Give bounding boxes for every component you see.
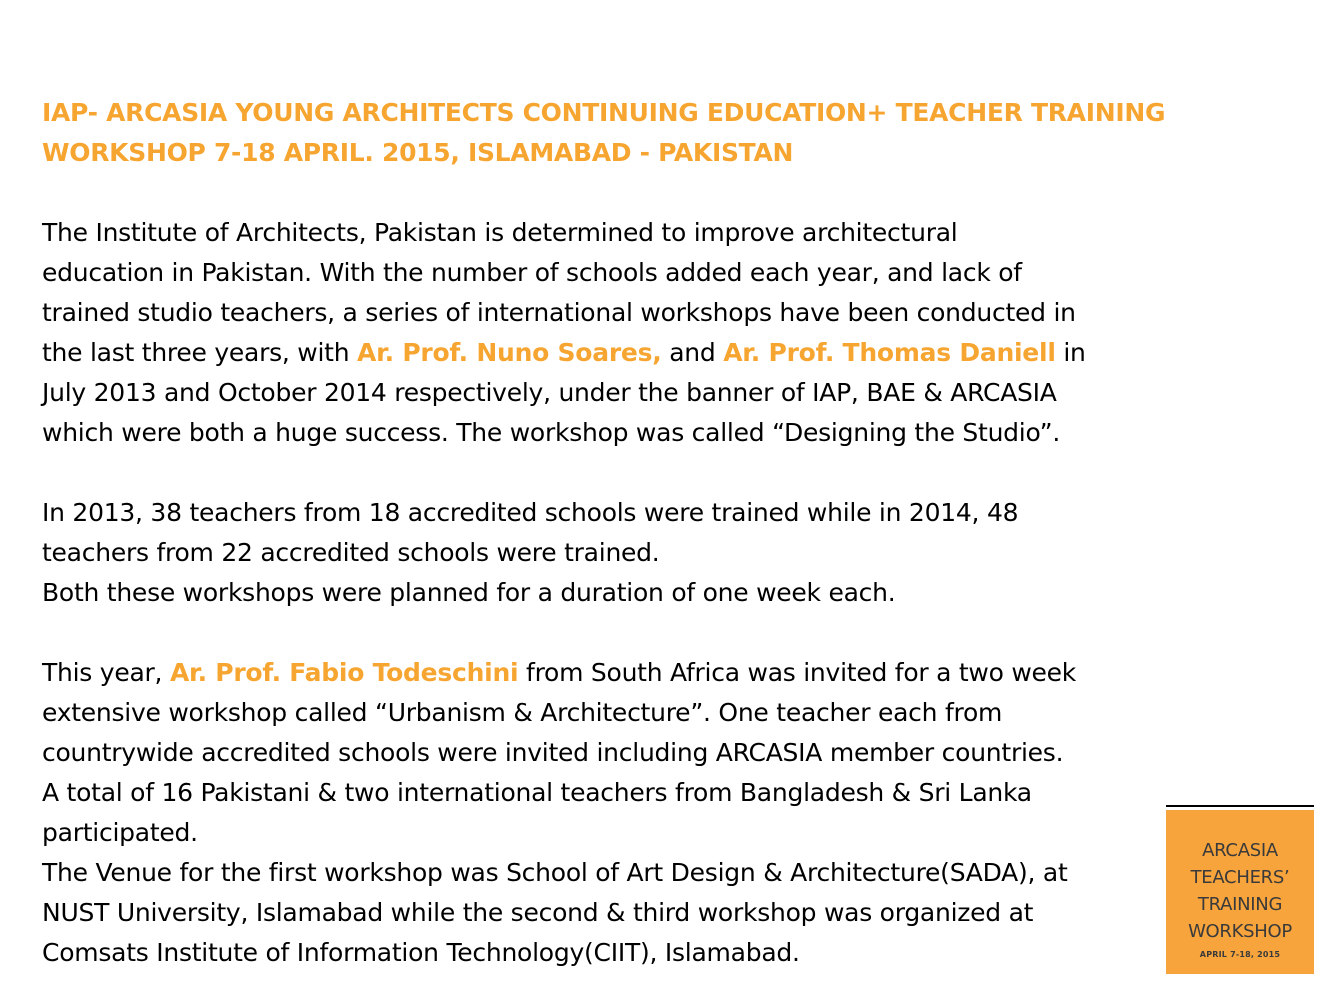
paragraph-2-line: teachers from 22 accredited schools were trained. [42, 538, 660, 567]
paragraph-1-line: The Institute of Architects, Pakistan is determined to improve architectural [42, 218, 958, 247]
paragraph-2-line: In 2013, 38 teachers from 18 accredited schools were trained while in 2014, 48 [42, 498, 1019, 527]
text-segment: the last three years, with [42, 338, 358, 367]
paragraph-3-line: Comsats Institute of Information Technology(CIIT), Islamabad. [42, 938, 800, 967]
paragraph-3-line: The Venue for the first workshop was School of Art Design & Architecture(SADA), at [42, 858, 1068, 887]
paragraph-3-line [42, 653, 1182, 693]
paragraph-1-line: July 2013 and October 2014 respectively, under the banner of IAP, BAE & ARCASIA [42, 378, 1057, 407]
body-text [42, 213, 1182, 973]
badge-line-workshop: WORKSHOP [1188, 921, 1292, 942]
paragraph-3-line: NUST University, Islamabad while the second & third workshop was organized at [42, 898, 1034, 927]
paragraph-3-line: extensive workshop called “Urbanism & Architecture”. One teacher each from [42, 698, 1003, 727]
workshop-badge [1166, 810, 1314, 974]
paragraph-3-line: countrywide accredited schools were invited including ARCASIA member countries. [42, 738, 1064, 767]
badge-line-teachers: TEACHERS’ [1190, 867, 1290, 888]
paragraph-1-line: trained studio teachers, a series of international workshops have been conducted in [42, 298, 1076, 327]
badge-line-training: TRAINING [1197, 894, 1283, 915]
highlighted-name-thomas-daniell: Ar. Prof. Thomas Daniell [723, 338, 1056, 367]
title-line-2: WORKSHOP 7-18 APRIL. 2015, ISLAMABAD - PAKISTAN [42, 138, 794, 167]
paragraph-2-line: Both these workshops were planned for a duration of one week each. [42, 578, 896, 607]
text-segment: and [661, 338, 724, 367]
badge-date: APRIL 7-18, 2015 [1199, 950, 1281, 959]
text-segment: from South Africa was invited for a two week [518, 658, 1077, 687]
paragraph-spacer [42, 613, 1182, 653]
highlighted-name-nuno-soares: Ar. Prof. Nuno Soares, [357, 338, 662, 367]
paragraph-3-line: A total of 16 Pakistani & two international teachers from Bangladesh & Sri Lanka [42, 778, 1032, 807]
page-title [42, 93, 1182, 173]
badge-divider [1166, 805, 1314, 807]
title-line-1: IAP- ARCASIA YOUNG ARCHITECTS CONTINUING EDUCATION+ TEACHER TRAINING [42, 98, 1166, 127]
paragraph-1-line: which were both a huge success. The workshop was called “Designing the Studio”. [42, 418, 1061, 447]
text-segment: This year, [42, 658, 170, 687]
paragraph-3-line: participated. [42, 818, 198, 847]
text-segment: in [1055, 338, 1086, 367]
paragraph-1-line [42, 333, 1182, 373]
highlighted-name-fabio-todeschini: Ar. Prof. Fabio Todeschini [169, 658, 519, 687]
badge-line-arcasia: ARCASIA [1202, 840, 1278, 861]
paragraph-spacer [42, 453, 1182, 493]
paragraph-1-line: education in Pakistan. With the number of schools added each year, and lack of [42, 258, 1022, 287]
